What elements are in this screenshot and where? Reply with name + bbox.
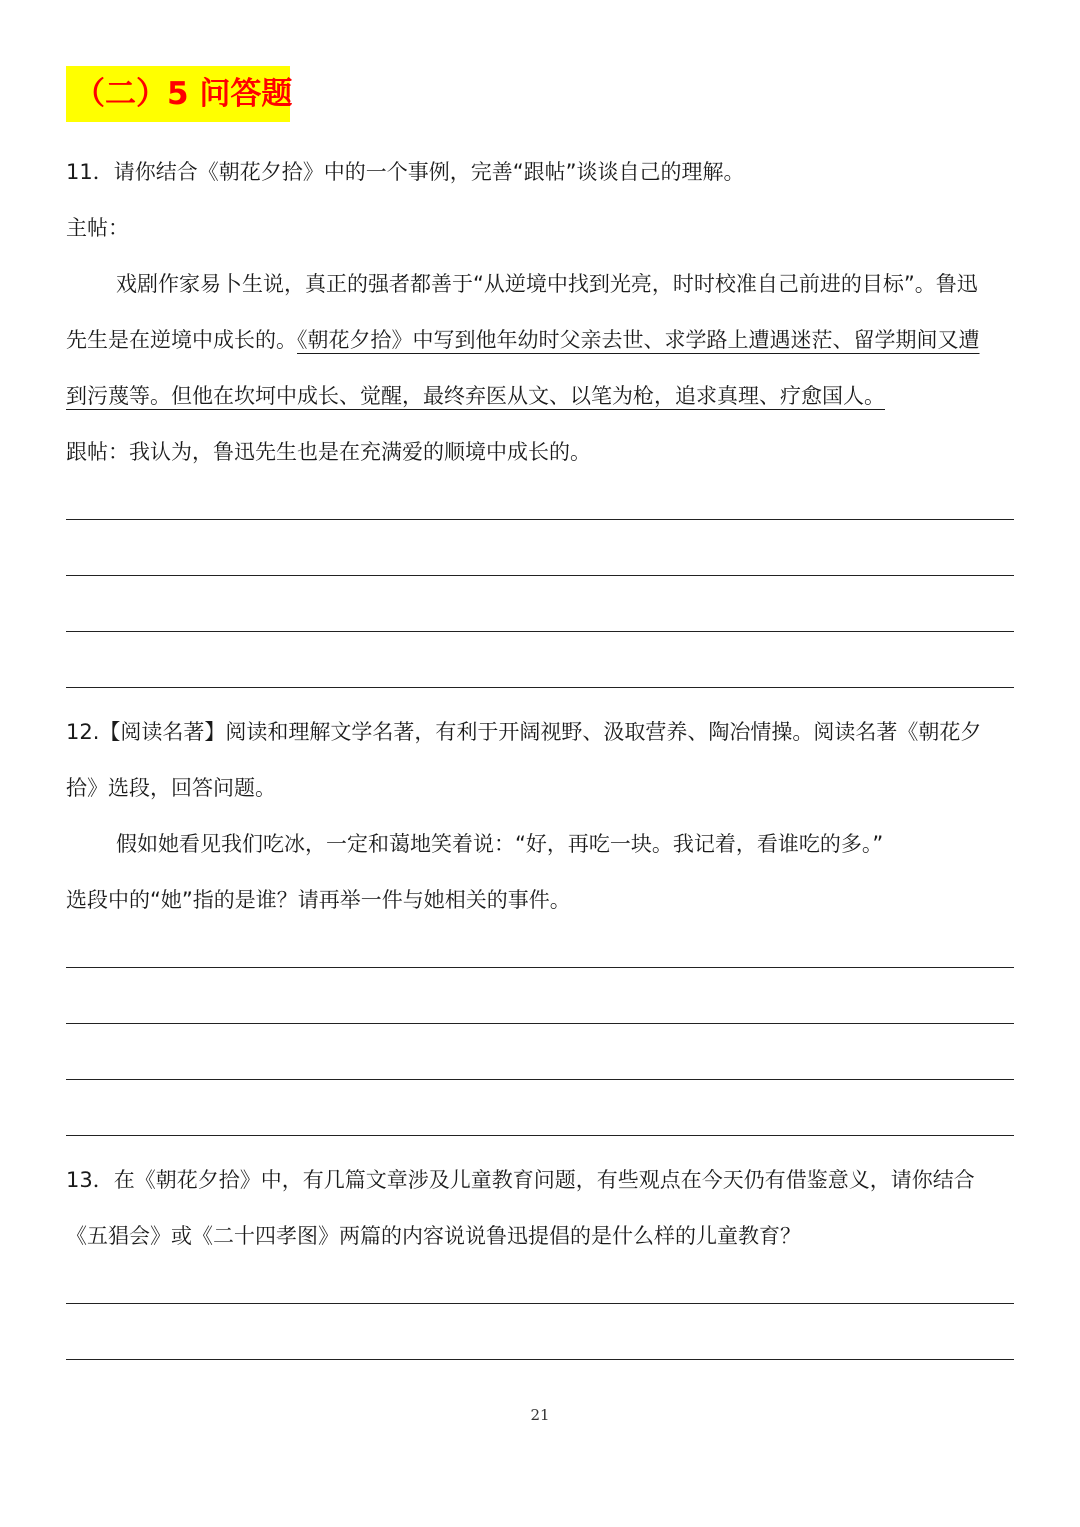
q11-main-post-line1: 戏剧作家易卜生说，真正的强者都善于“从逆境中找到光亮，时时校准自己前进的目标”。鲁迅 <box>116 272 978 296</box>
q11-reply: 跟帖：我认为，鲁迅先生也是在充满爱的顺境中成长的。 <box>66 440 591 464</box>
q12-answer-line-3 <box>66 1079 1014 1080</box>
q13-prompt-line1: 13．在《朝花夕拾》中，有几篇文章涉及儿童教育问题，有些观点在今天仍有借鉴意义，请你结合 <box>66 1168 975 1192</box>
q12-question: 选段中的“她”指的是谁？请再举一件与她相关的事件。 <box>66 888 571 912</box>
q11-main-post-line3-underlined: 到污蔑等。但他在坎坷中成长、觉醒，最终弃医从文、以笔为枪，追求真理、疗愈国人。 <box>66 384 885 408</box>
q13-answer-line-1 <box>66 1303 1014 1304</box>
q11-answer-line-1 <box>66 519 1014 520</box>
q12-answer-line-1 <box>66 967 1014 968</box>
q11-answer-line-4 <box>66 687 1014 688</box>
q12-prompt-line2: 拾》选段，回答问题。 <box>66 776 276 800</box>
q12-prompt-line1: 12.【阅读名著】阅读和理解文学名著，有利于开阔视野、汲取营养、陶冶情操。阅读名著《朝花夕 <box>66 720 982 744</box>
q11-main-post-line2-underlined: 《朝花夕拾》中写到他年幼时父亲去世、求学路上遭遇迷茫、留学期间又遭 <box>297 328 980 352</box>
q12-answer-line-2 <box>66 1023 1014 1024</box>
q12-excerpt: 假如她看见我们吃冰，一定和蔼地笑着说：“好，再吃一块。我记着，看谁吃的多。” <box>116 832 884 856</box>
q11-prompt: 11．请你结合《朝花夕拾》中的一个事例，完善“跟帖”谈谈自己的理解。 <box>66 160 745 184</box>
q11-main-post-label: 主帖： <box>66 216 129 240</box>
q13-answer-line-2 <box>66 1359 1014 1360</box>
q11-answer-line-2 <box>66 575 1014 576</box>
q12-answer-line-4 <box>66 1135 1014 1136</box>
q11-answer-line-3 <box>66 631 1014 632</box>
q13-prompt-line2: 《五猖会》或《二十四孝图》两篇的内容说说鲁迅提倡的是什么样的儿童教育？ <box>66 1224 801 1248</box>
q11-main-post-line3 <box>66 380 885 412</box>
q11-main-post-line2 <box>66 324 980 356</box>
q11-main-post-line2-plain: 先生是在逆境中成长的。 <box>66 328 297 352</box>
page-number: 21 <box>530 1406 550 1424</box>
section-title: （二）5 问答题 <box>66 66 290 122</box>
